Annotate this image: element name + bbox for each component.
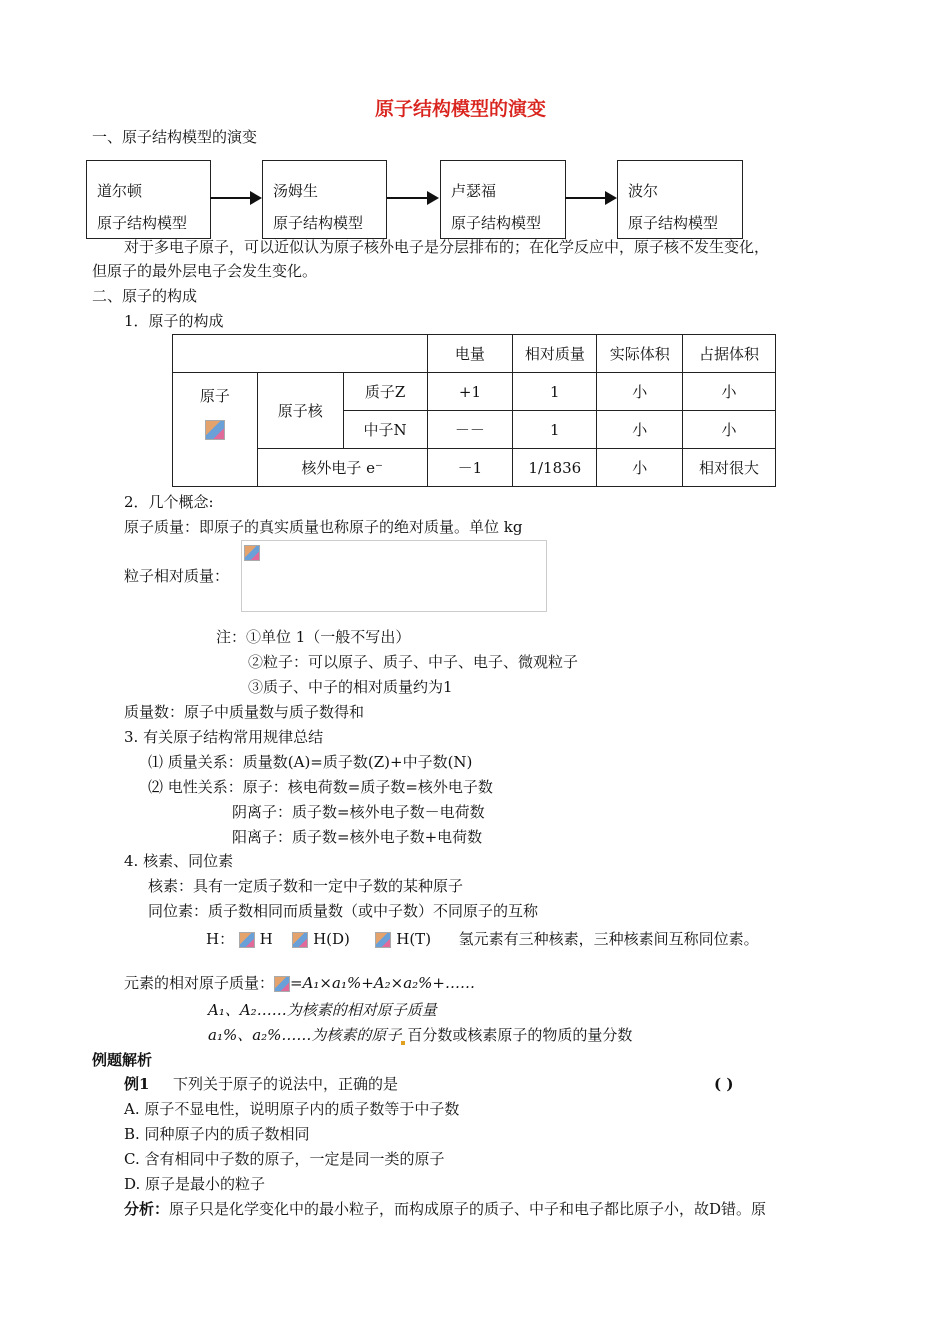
table-cell: 1 <box>513 411 597 449</box>
table-cell: 小 <box>597 373 683 411</box>
model-sub: 原子结构模型 <box>451 214 542 232</box>
analysis-line <box>124 1199 766 1219</box>
sub-heading: 4. 核素、同位素 <box>124 852 234 870</box>
atom-cell <box>173 373 258 487</box>
table-cell: 小 <box>683 411 776 449</box>
table-cell: 质子Z <box>343 373 427 411</box>
option-b: B. 同种原子内的质子数相同 <box>124 1125 310 1143</box>
model-box-rutherford <box>440 160 566 239</box>
sub-heading: 2．几个概念: <box>124 493 214 511</box>
sub-heading: 1．原子的构成 <box>124 312 224 330</box>
table-cell: －1 <box>427 449 513 487</box>
table-header: 电量 <box>427 335 513 373</box>
rule-line: 阴离子：质子数=核外电子数－电荷数 <box>232 803 485 821</box>
rel-atomic-label: 元素的相对原子质量： <box>124 974 275 992</box>
analysis-text: 原子只是化学变化中的最小粒子，而构成原子的质子、中子和电子都比原子小，故D错。原 <box>169 1200 767 1218</box>
table-cell: －－ <box>427 411 513 449</box>
rule-line: ⑴ 质量关系：质量数(A)=质子数(Z)+中子数(N) <box>148 753 473 771</box>
table-cell: 相对很大 <box>683 449 776 487</box>
model-box-thomson <box>262 160 387 239</box>
page-title: 原子结构模型的演变 <box>375 98 547 120</box>
note-line: ②粒子：可以原子、质子、中子、电子、微观粒子 <box>248 653 579 671</box>
table-row <box>173 335 776 373</box>
image-placeholder-icon <box>274 976 290 992</box>
table-cell <box>173 335 428 373</box>
model-sub: 原子结构模型 <box>97 214 188 232</box>
arrow-right-icon <box>387 197 437 199</box>
table-cell: 小 <box>683 373 776 411</box>
definition-line: 原子质量：即原子的真实质量也称原子的绝对质量。单位 kg <box>124 518 523 536</box>
option-c: C. 含有相同中子数的原子，一定是同一类的原子 <box>124 1150 445 1168</box>
sub-heading: 3. 有关原子结构常用规律总结 <box>124 728 324 746</box>
table-cell: +1 <box>427 373 513 411</box>
paragraph-line: 但原子的最外层电子会发生变化。 <box>92 262 318 280</box>
table-cell: 中子N <box>343 411 427 449</box>
option-d: D. 原子是最小的粒子 <box>124 1175 266 1193</box>
model-box-dalton <box>86 160 211 239</box>
model-box-bohr <box>617 160 743 239</box>
formula-frame <box>241 540 547 612</box>
arrow-right-icon <box>210 197 260 199</box>
atom-label: 原子 <box>199 387 230 405</box>
example-question <box>124 1074 398 1094</box>
atom-composition-table <box>172 334 776 487</box>
example-heading: 例题解析 <box>92 1051 153 1069</box>
paragraph-line: 对于多电子原子，可以近似认为原子核外电子是分层排布的；在化学反应中，原子核不发生变化， <box>124 238 770 256</box>
pct-note-b: 百分数或核素原子的物质的量分数 <box>407 1026 633 1044</box>
option-a: A. 原子不显电性，说明原子内的质子数等于中子数 <box>124 1100 460 1118</box>
table-cell: 1/1836 <box>513 449 597 487</box>
table-cell: 1 <box>513 373 597 411</box>
h3-label: H(T) <box>396 930 432 948</box>
h-prefix: H： <box>206 930 235 948</box>
section-heading-1: 一、原子结构模型的演变 <box>92 128 258 146</box>
h-note: 氢元素有三种核素，三种核素间互称同位素。 <box>458 930 759 948</box>
rel-atomic-mass-line <box>124 973 475 993</box>
section-heading-2: 二、原子的构成 <box>92 287 198 305</box>
definition-line: 同位素：质子数相同而质量数（或中子数）不同原子的互称 <box>148 902 539 920</box>
model-name: 波尔 <box>628 182 659 200</box>
image-placeholder-icon <box>292 932 308 948</box>
image-placeholder-icon <box>239 932 255 948</box>
pct-note-a: a₁%、a₂%……为核素的原子 <box>208 1026 402 1044</box>
model-sub: 原子结构模型 <box>273 214 364 232</box>
note-line: A₁、A₂……为核素的相对原子质量 <box>208 1001 437 1019</box>
rule-line: ⑵ 电性关系：原子：核电荷数=质子数=核外电子数 <box>148 778 493 796</box>
table-row <box>173 373 776 411</box>
mark-icon <box>401 1041 405 1045</box>
rule-line: 阳离子：质子数=核外电子数+电荷数 <box>232 828 483 846</box>
hydrogen-isotopes-line <box>206 929 759 949</box>
note-line: 注：①单位 1（一般不写出） <box>216 628 411 646</box>
note-line <box>208 1025 632 1045</box>
table-row <box>173 449 776 487</box>
h1-label: H <box>259 930 273 948</box>
table-header: 占据体积 <box>683 335 776 373</box>
example-label: 例1 <box>124 1075 150 1093</box>
model-name: 卢瑟福 <box>451 182 497 200</box>
table-cell: 小 <box>597 449 683 487</box>
definition-line: 质量数：原子中质量数与质子数得和 <box>124 703 365 721</box>
definition-line: 核素：具有一定质子数和一定中子数的某种原子 <box>148 877 464 895</box>
rel-atomic-formula: =A₁×a₁%+A₂×a₂%+…… <box>290 974 475 992</box>
example-text: 下列关于原子的说法中，正确的是 <box>173 1075 399 1093</box>
model-name: 道尔顿 <box>97 182 143 200</box>
definition-line: 粒子相对质量： <box>124 567 230 585</box>
table-header: 相对质量 <box>513 335 597 373</box>
h2-label: H(D) <box>313 930 350 948</box>
nucleus-cell: 原子核 <box>257 373 343 449</box>
image-placeholder-icon <box>375 932 391 948</box>
note-line: ③质子、中子的相对质量约为1 <box>248 678 453 696</box>
table-cell: 核外电子 e⁻ <box>257 449 427 487</box>
model-name: 汤姆生 <box>273 182 319 200</box>
image-placeholder-icon <box>205 420 225 440</box>
table-header: 实际体积 <box>597 335 683 373</box>
table-cell: 小 <box>597 411 683 449</box>
analysis-label: 分析： <box>124 1200 170 1218</box>
arrow-right-icon <box>565 197 615 199</box>
answer-paren: ( ) <box>714 1075 734 1093</box>
model-sub: 原子结构模型 <box>628 214 719 232</box>
